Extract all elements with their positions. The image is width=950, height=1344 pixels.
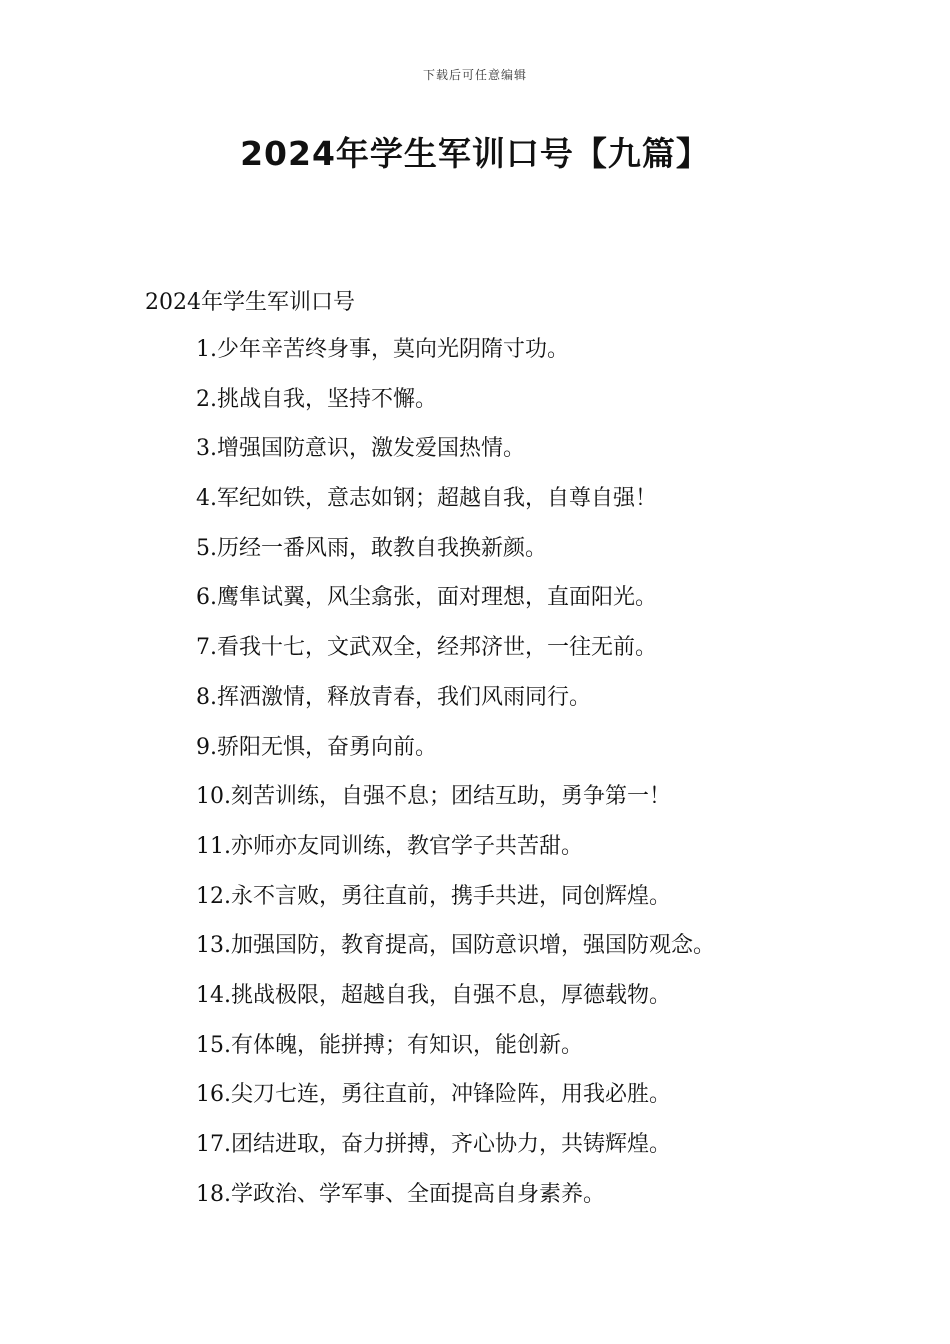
header-note: 下载后可任意编辑 — [422, 68, 527, 82]
list-item: 5.历经一番风雨，敢教自我换新颜。 — [196, 535, 547, 561]
slogan-list — [196, 333, 715, 1227]
list-item: 10.刻苦训练，自强不息；团结互助，勇争第一！ — [196, 784, 671, 810]
list-item: 18.学政治、学军事、全面提高自身素养。 — [196, 1181, 605, 1207]
document-title: 2024年学生军训口号【九篇】 — [240, 134, 710, 173]
list-item: 2.挑战自我，坚持不懈。 — [196, 386, 437, 412]
list-item: 4.军纪如铁，意志如钢；超越自我，自尊自强！ — [196, 486, 657, 512]
list-item: 1.少年辛苦终身事，莫向光阴隋寸功。 — [196, 337, 569, 362]
section-heading: 2024年学生军训口号 — [145, 290, 355, 315]
list-item: 16.尖刀七连，勇往直前，冲锋险阵，用我必胜。 — [196, 1082, 671, 1108]
list-item: 8.挥洒激情，释放青春，我们风雨同行。 — [196, 684, 591, 710]
list-item: 6.鹰隼试翼，风尘翕张，面对理想，直面阳光。 — [196, 585, 657, 611]
list-item: 12.永不言败，勇往直前，携手共进，同创辉煌。 — [196, 883, 671, 909]
list-item: 14.挑战极限，超越自我，自强不息，厚德载物。 — [196, 982, 671, 1008]
list-item: 17.团结进取，奋力拼搏，齐心协力，共铸辉煌。 — [196, 1132, 671, 1157]
list-item: 9.骄阳无惧，奋勇向前。 — [196, 734, 437, 760]
list-item: 3.增强国防意识，激发爱国热情。 — [196, 436, 525, 462]
list-item: 7.看我十七，文武双全，经邦济世，一往无前。 — [196, 635, 657, 661]
list-item: 11.亦师亦友同训练，教官学子共苦甜。 — [196, 833, 583, 859]
list-item: 13.加强国防，教育提高，国防意识增，强国防观念。 — [196, 933, 715, 959]
list-item: 15.有体魄，能拼搏；有知识，能创新。 — [196, 1032, 583, 1058]
